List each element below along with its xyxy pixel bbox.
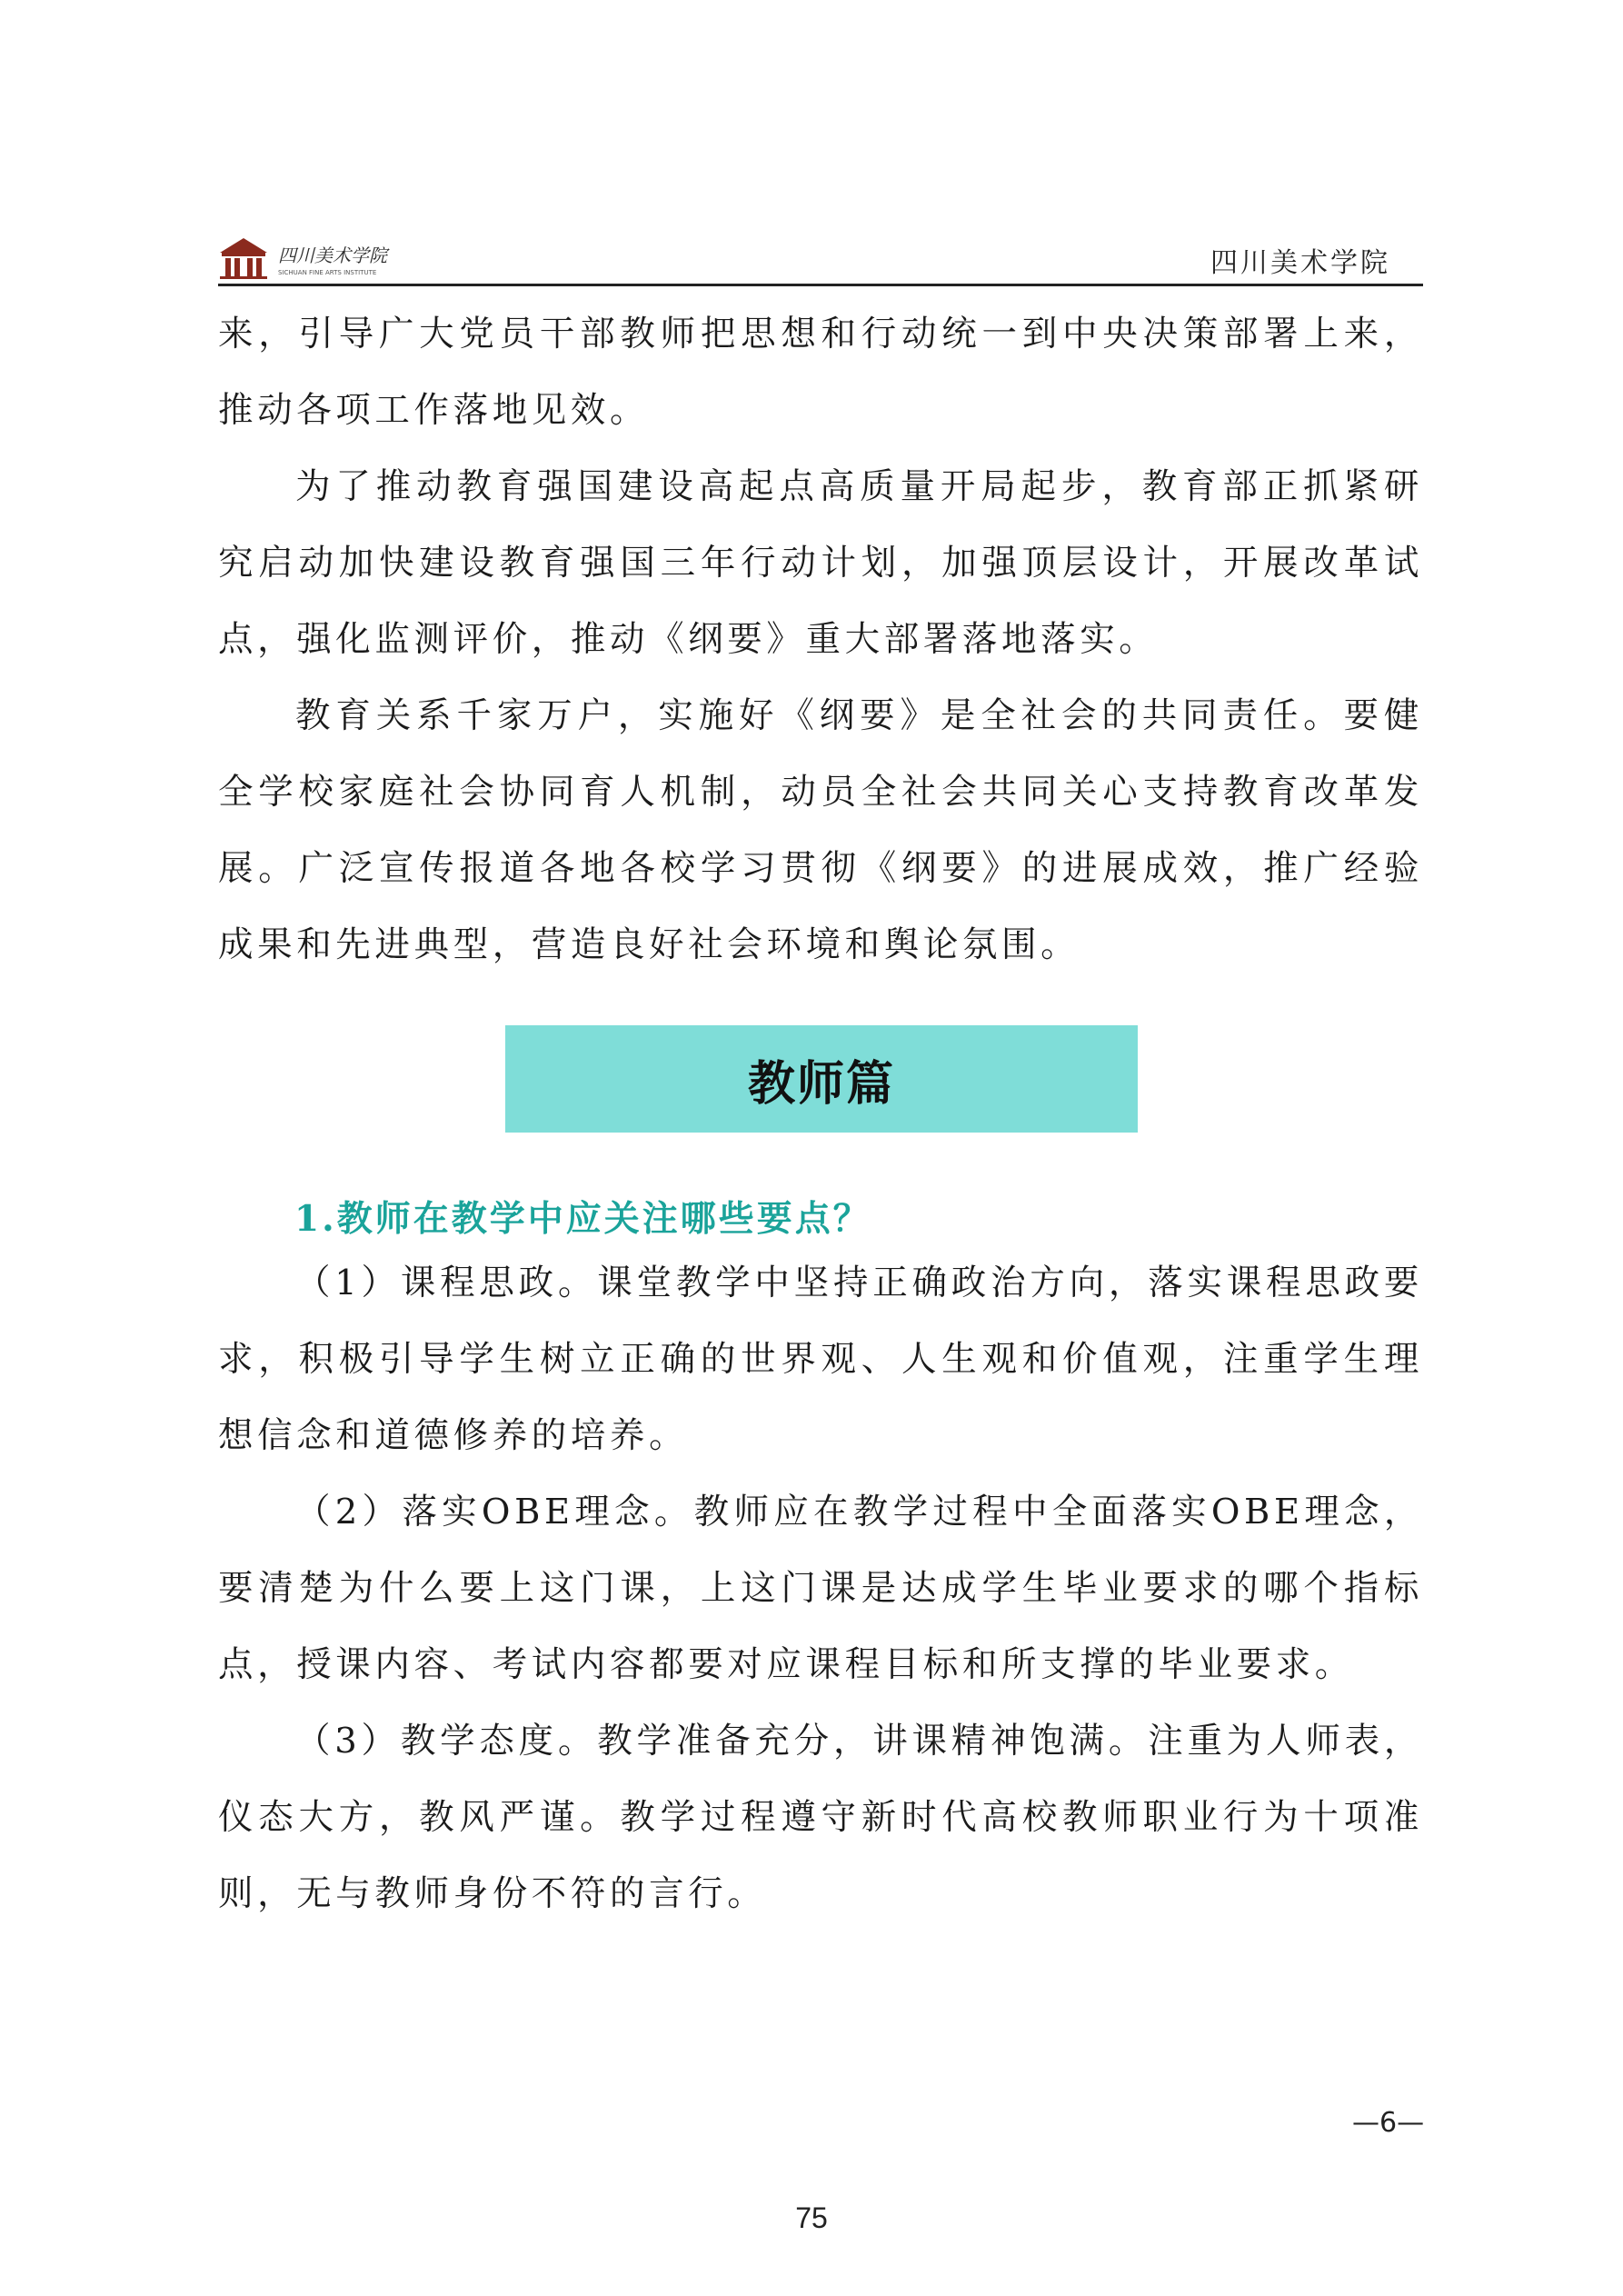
paragraph-continued: 来，引导广大党员干部教师把思想和行动统一到中央决策部署上来，推动各项工作落地见效。 — [218, 314, 1423, 431]
answer-item: （1）课程思政。课堂教学中坚持正确政治方向，落实课程思政要求，积极引导学生树立正确的世界观、人生观和价值观，注重学生理想信念和道德修养的培养。 — [218, 1263, 1423, 1456]
document-page-mark: —6— — [1352, 2107, 1425, 2139]
question-heading: 1.教师在教学中应关注哪些要点？ — [294, 1198, 871, 1240]
section-banner — [505, 1025, 1138, 1133]
section-title: 教师篇 — [747, 1055, 895, 1112]
answer-text-block — [218, 1245, 1423, 1932]
svg-text:四川美术学院: 四川美术学院 — [278, 245, 387, 266]
intro-text-block — [218, 296, 1423, 983]
page-number: 75 — [795, 2201, 828, 2234]
svg-text:SICHUAN FINE ARTS INSTITUTE: SICHUAN FINE ARTS INSTITUTE — [278, 269, 377, 276]
answer-item: （3）教学态度。教学准备充分，讲课精神饱满。注重为人师表，仪态大方，教风严谨。教学过程遵守新时代高校教师职业行为十项准则，无与教师身份不符的言行。 — [218, 1721, 1423, 1914]
page-header — [218, 227, 1423, 286]
paragraph: 为了推动教育强国建设高起点高质量开局起步，教育部正抓紧研究启动加快建设教育强国三年行动计划，加强顶层设计，开展改革试点，强化监测评价，推动《纲要》重大部署落地落实。 — [218, 466, 1423, 660]
paragraph: 教育关系千家万户，实施好《纲要》是全社会的共同责任。要健全学校家庭社会协同育人机制，动员全社会共同关心支持教育改革发展。广泛宣传报道各地各校学习贯彻《纲要》的进展成效，推广经验成果和先进典型，营造良好社会环境和舆论氛围。 — [218, 695, 1423, 965]
institute-logo — [218, 231, 400, 280]
answer-item: （2）落实OBE理念。教师应在教学过程中全面落实OBE理念，要清楚为什么要上这门课，上这门课是达成学生毕业要求的哪个指标点，授课内容、考试内容都要对应课程目标和所支撑的毕业要求。 — [218, 1492, 1423, 1685]
header-institution-name: 四川美术学院 — [1210, 247, 1390, 279]
